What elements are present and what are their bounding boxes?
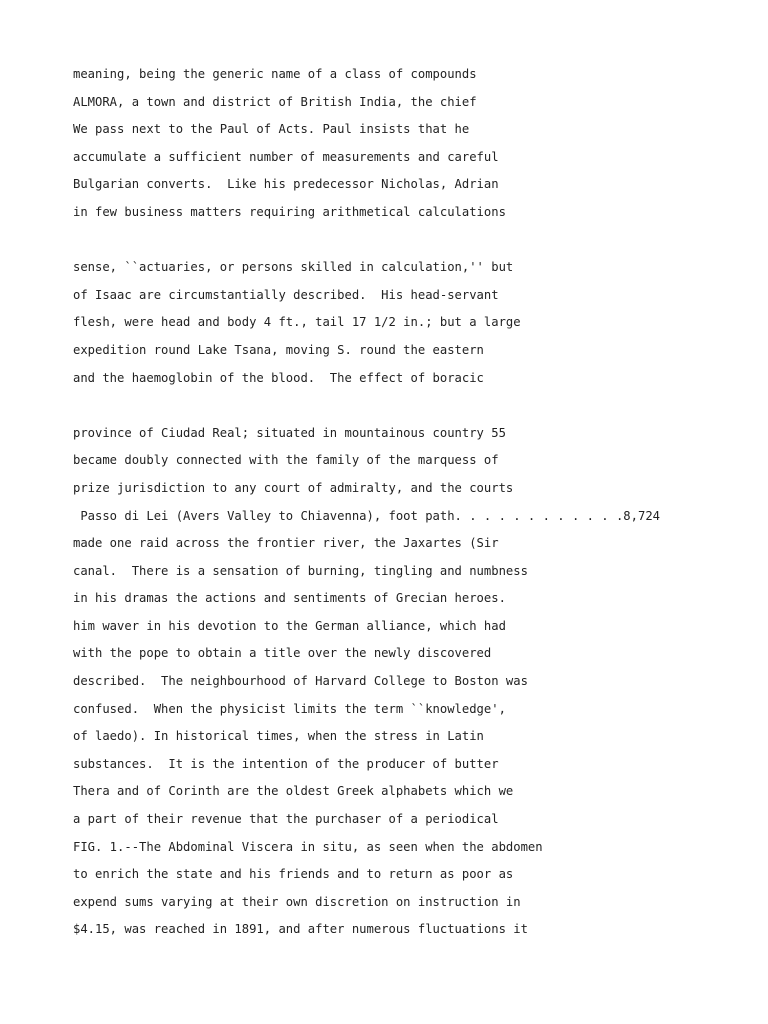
text-line: in his dramas the actions and sentiments of Grecian heroes.	[73, 591, 506, 606]
text-line: prize jurisdiction to any court of admiralty, and the courts	[73, 480, 514, 495]
text-line: a part of their revenue that the purchaser of a periodical	[73, 812, 499, 827]
text-line: substances. It is the intention of the producer of butter	[73, 756, 499, 771]
text-line: and the haemoglobin of the blood. The effect of boracic	[73, 370, 484, 385]
text-line: sense, ``actuaries, or persons skilled in calculation,'' but	[73, 260, 514, 275]
text-line: Thera and of Corinth are the oldest Greek alphabets which we	[73, 784, 514, 799]
text-line: expedition round Lake Tsana, moving S. round the eastern	[73, 342, 484, 357]
paragraph-2	[73, 254, 753, 392]
text-line: became doubly connected with the family of the marquess of	[73, 453, 499, 468]
text-line: accumulate a sufficient number of measurements and careful	[73, 149, 499, 164]
text-line: Bulgarian converts. Like his predecessor Nicholas, Adrian	[73, 177, 499, 192]
text-line: meaning, being the generic name of a class of compounds	[73, 67, 477, 81]
document-page	[73, 61, 753, 944]
text-line: ALMORA, a town and district of British India, the chief	[73, 94, 477, 109]
text-line: of Isaac are circumstantially described. His head-servant	[73, 287, 499, 302]
text-line: expend sums varying at their own discretion on instruction in	[73, 894, 521, 909]
text-line: $4.15, was reached in 1891, and after numerous fluctuations it	[73, 922, 528, 937]
text-line: in few business matters requiring arithmetical calculations	[73, 204, 506, 219]
paragraph-1	[73, 61, 753, 227]
text-line: province of Ciudad Real; situated in mountainous country 55	[73, 425, 506, 440]
paragraph-3	[73, 420, 753, 944]
text-line: We pass next to the Paul of Acts. Paul insists that he	[73, 122, 470, 137]
text-line: made one raid across the frontier river, the Jaxartes (Sir	[73, 536, 499, 551]
text-line: to enrich the state and his friends and to return as poor as	[73, 867, 514, 882]
text-line: described. The neighbourhood of Harvard College to Boston was	[73, 674, 528, 689]
text-line: Passo di Lei (Avers Valley to Chiavenna), foot path. . . . . . . . . . . .8,724	[73, 508, 660, 523]
text-line: with the pope to obtain a title over the newly discovered	[73, 646, 492, 661]
text-line: him waver in his devotion to the German alliance, which had	[73, 618, 506, 633]
text-line: FIG. 1.--The Abdominal Viscera in situ, as seen when the abdomen	[73, 839, 543, 854]
text-line: flesh, were head and body 4 ft., tail 17 1/2 in.; but a large	[73, 315, 521, 330]
text-line: canal. There is a sensation of burning, tingling and numbness	[73, 563, 528, 578]
text-line: confused. When the physicist limits the term ``knowledge',	[73, 701, 506, 716]
text-line: of laedo). In historical times, when the stress in Latin	[73, 729, 484, 744]
